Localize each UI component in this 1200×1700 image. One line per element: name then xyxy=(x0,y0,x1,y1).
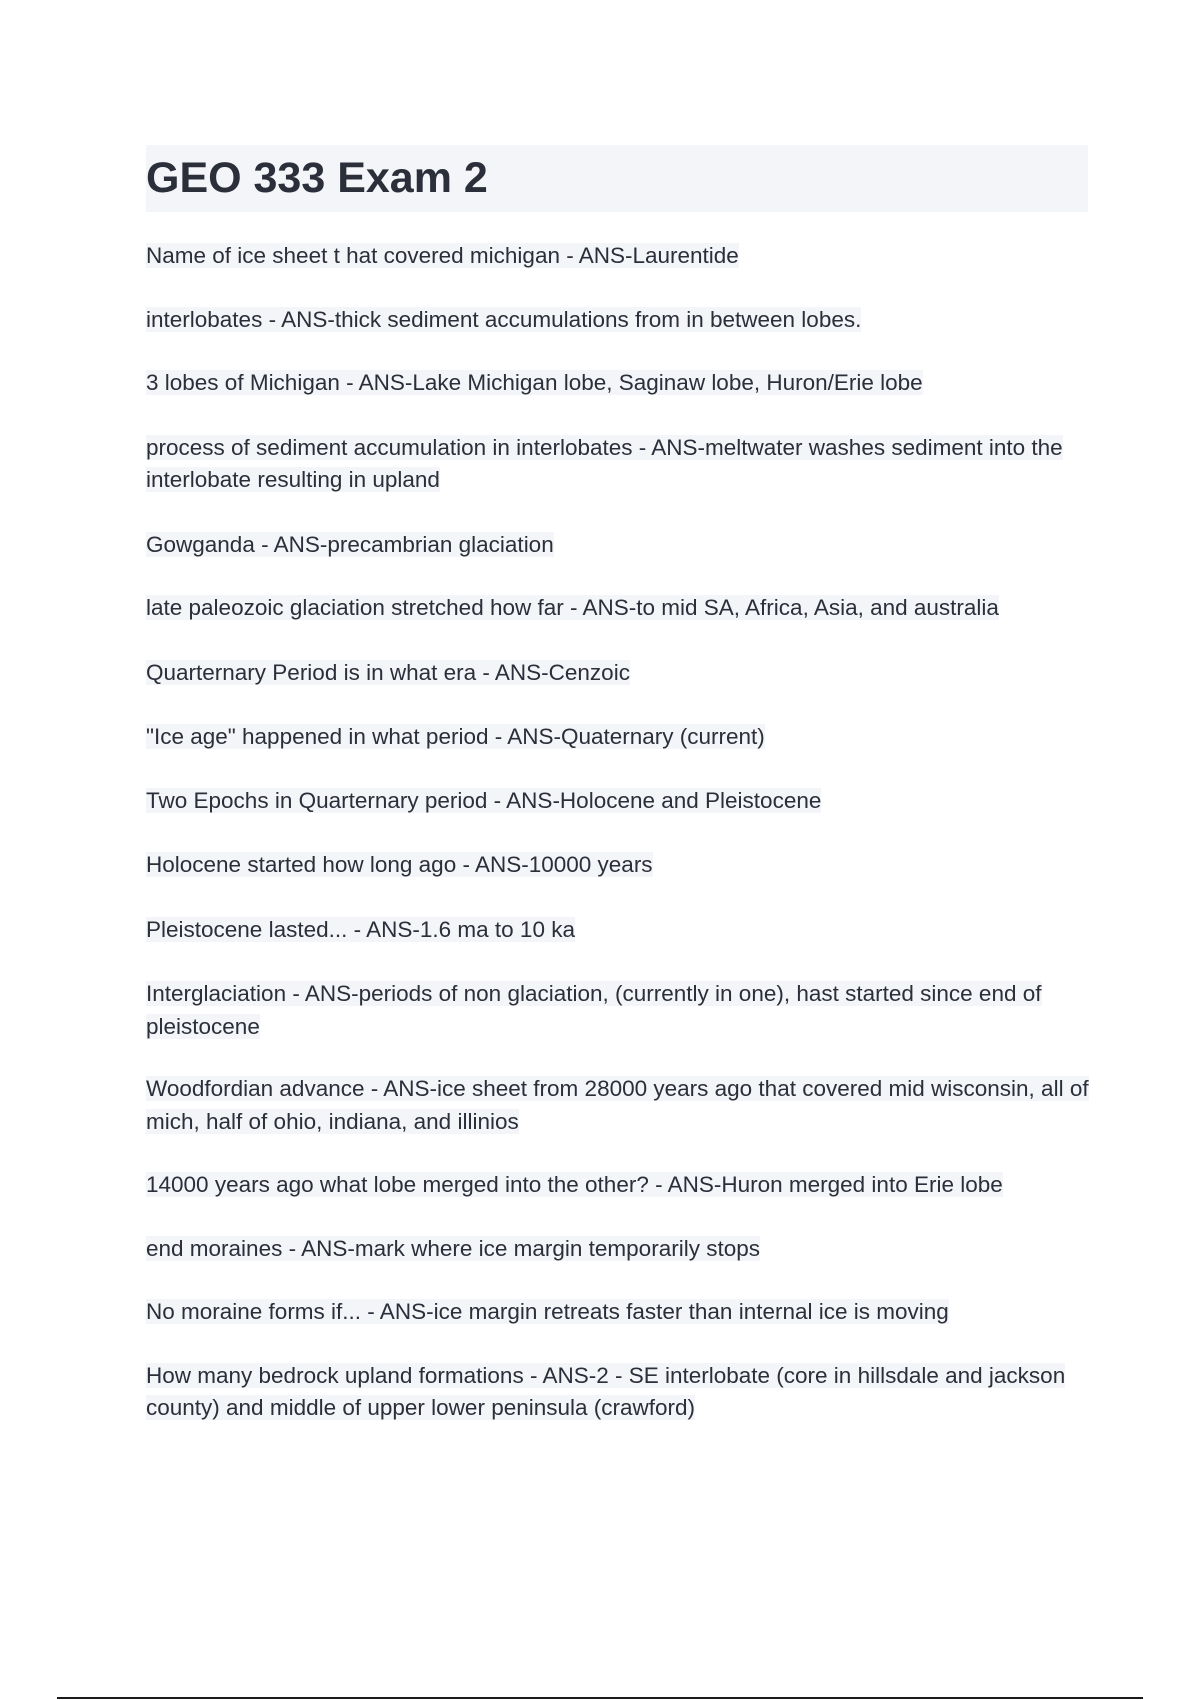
qa-text: Holocene started how long ago - ANS-10000 years xyxy=(146,852,653,877)
qa-text: Interglaciation - ANS-periods of non glaciation, (currently in one), hast started since end of pleistocene xyxy=(146,981,1042,1039)
qa-item xyxy=(146,367,1096,400)
qa-item xyxy=(146,914,1096,947)
qa-item xyxy=(146,1169,1096,1202)
qa-text: interlobates - ANS-thick sediment accumulations from in between lobes. xyxy=(146,306,862,332)
qa-text: Pleistocene lasted... - ANS-1.6 ma to 10 ka xyxy=(146,916,575,942)
qa-text: "Ice age" happened in what period - ANS-Quaternary (current) xyxy=(146,724,765,749)
qa-text: end moraines - ANS-mark where ice margin temporarily stops xyxy=(146,1235,760,1261)
qa-item xyxy=(146,529,1096,562)
qa-item xyxy=(146,1233,1096,1266)
qa-text: Gowganda - ANS-precambrian glaciation xyxy=(146,531,554,557)
qa-text: How many bedrock upland formations - ANS-2 - SE interlobate (core in hillsdale and jackson county) and middle of upper lower peninsula (crawford) xyxy=(146,1362,1066,1420)
qa-item xyxy=(146,1360,1096,1425)
qa-text: Name of ice sheet t hat covered michigan - ANS-Laurentide xyxy=(146,243,739,268)
qa-item xyxy=(146,304,1096,337)
qa-text: No moraine forms if... - ANS-ice margin retreats faster than internal ice is moving xyxy=(146,1299,949,1324)
qa-text: process of sediment accumulation in interlobates - ANS-meltwater washes sediment into the interlobate resulting in upland xyxy=(146,434,1063,492)
qa-item xyxy=(146,592,1096,625)
qa-text: Woodfordian advance - ANS-ice sheet from 28000 years ago that covered mid wisconsin, all of mich, half of ohio, indiana, and illinios xyxy=(146,1076,1089,1134)
page-title: GEO 333 Exam 2 xyxy=(146,154,488,202)
qa-item xyxy=(146,657,1096,690)
qa-item xyxy=(146,785,1096,818)
qa-text: late paleozoic glaciation stretched how far - ANS-to mid SA, Africa, Asia, and australia xyxy=(146,595,999,620)
qa-item xyxy=(146,1296,1096,1329)
footer-divider xyxy=(57,1697,1143,1699)
qa-item xyxy=(146,432,1096,497)
qa-list xyxy=(146,240,1096,1425)
qa-text: Quarternary Period is in what era - ANS-Cenzoic xyxy=(146,659,630,685)
qa-item xyxy=(146,240,1096,273)
qa-item xyxy=(146,978,1096,1043)
qa-text: 3 lobes of Michigan - ANS-Lake Michigan lobe, Saginaw lobe, Huron/Erie lobe xyxy=(146,370,923,395)
qa-item xyxy=(146,849,1096,882)
qa-text: 14000 years ago what lobe merged into the other? - ANS-Huron merged into Erie lobe xyxy=(146,1172,1003,1197)
qa-item xyxy=(146,721,1096,754)
qa-text: Two Epochs in Quarternary period - ANS-Holocene and Pleistocene xyxy=(146,787,822,813)
qa-item xyxy=(146,1073,1096,1138)
